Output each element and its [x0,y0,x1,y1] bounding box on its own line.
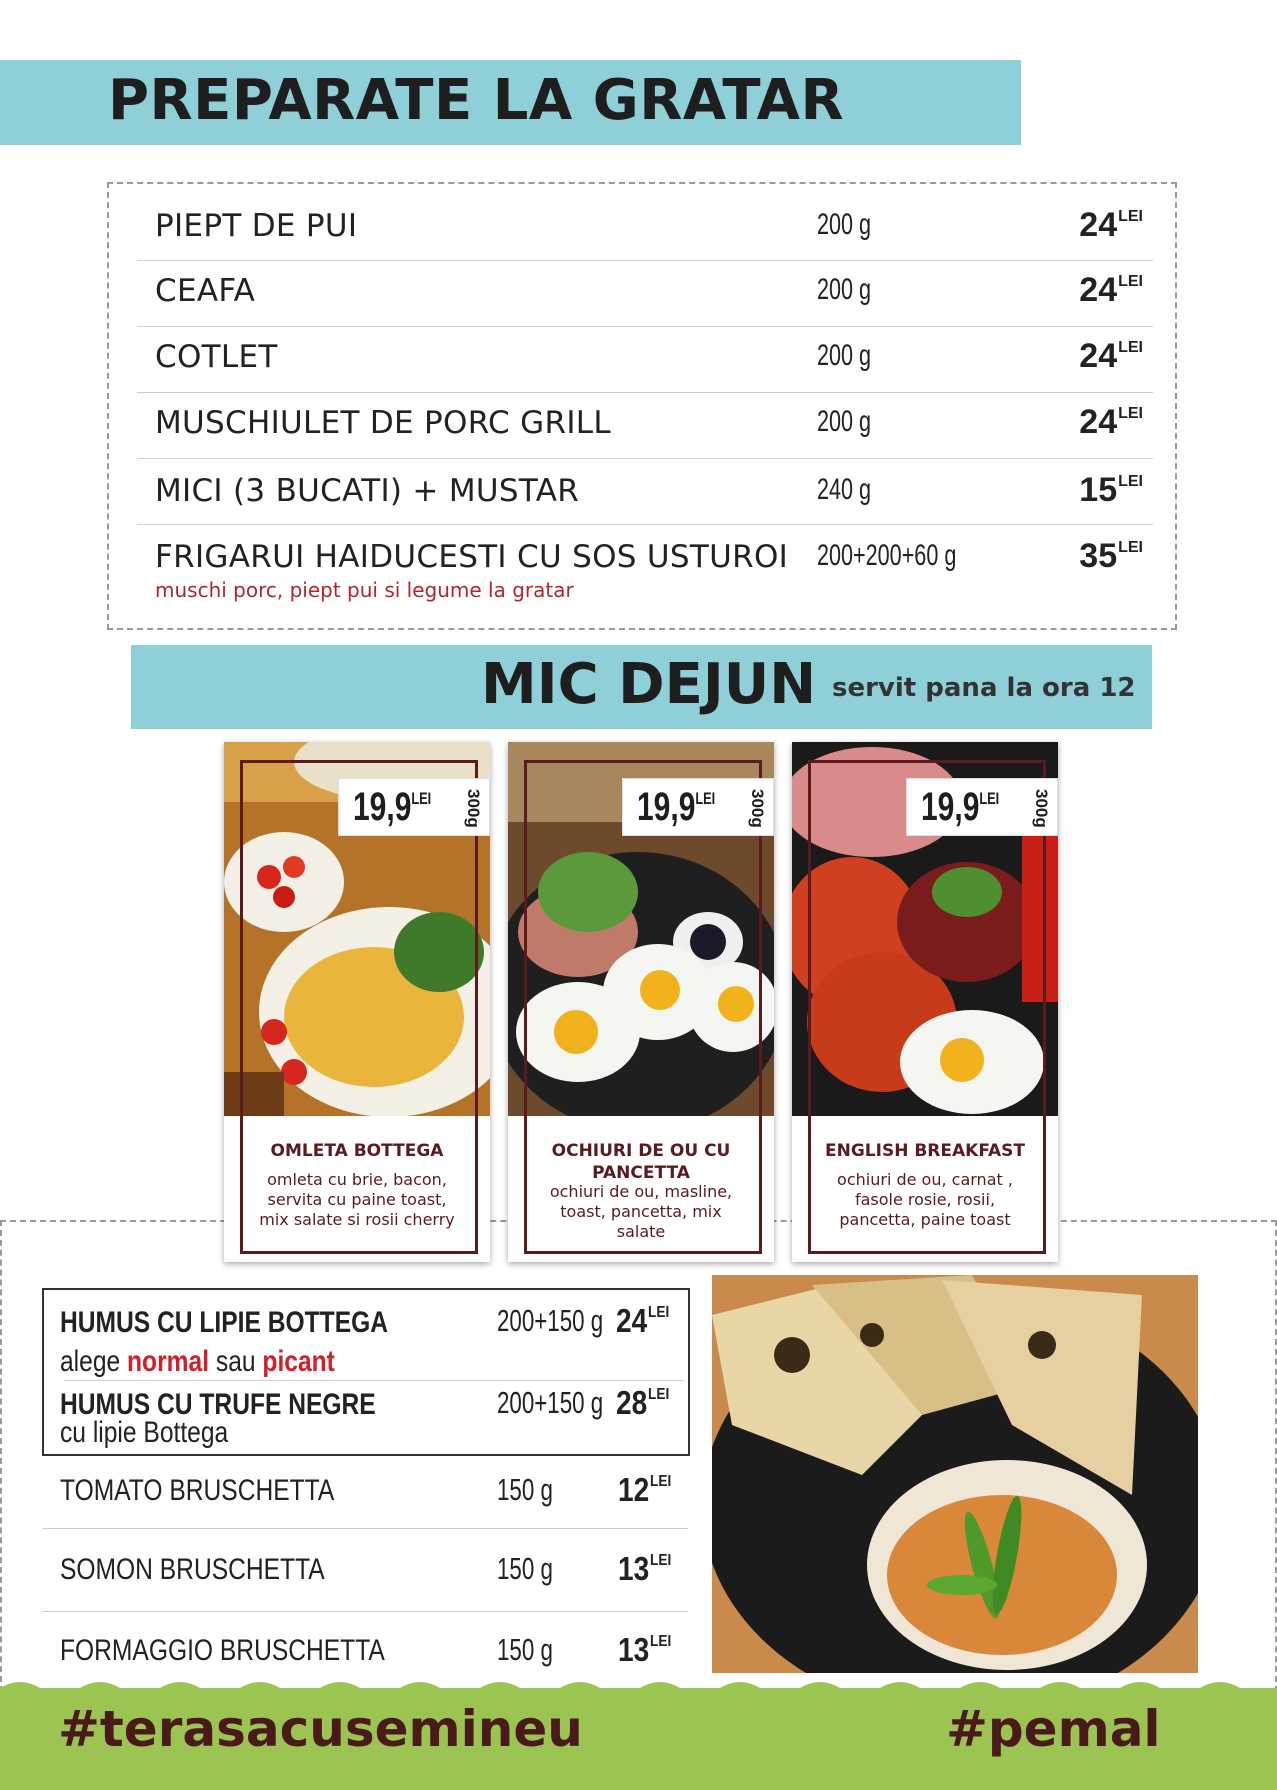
hashtag-left: #terasacusemineu [58,1700,583,1758]
card-title: ENGLISH BREAKFAST [825,1141,1025,1161]
price-tag [622,778,774,836]
item-name: COTLET [155,339,278,375]
card-desc-line: omleta cu brie, bacon, [267,1170,447,1189]
item-weight: 200 g [817,273,872,306]
item-weight: 200 g [817,208,872,241]
menu-item [137,459,1153,525]
item-weight: 150 g [497,1472,553,1507]
item-price: $24^{LEI}$ [1079,271,1143,309]
item-weight: 240 g [817,473,872,506]
item-weight: 150 g [497,1632,553,1667]
item-price: $12^{LEI}$ [618,1471,672,1508]
humus-photo [712,1275,1198,1673]
item-name: MUSCHIULET DE PORC GRILL [155,405,611,441]
card-price: $19,9^{LEI}$ [921,785,1000,829]
item-name: TOMATO BRUSCHETTA [60,1474,335,1507]
item-price: $35^{LEI}$ [1079,537,1143,575]
card-weight: 300g [748,789,767,828]
item-weight: 200 g [817,405,872,438]
item-price: $13^{LEI}$ [618,1550,672,1587]
humus-name: HUMUS CU LIPIE BOTTEGA [60,1306,389,1339]
humus-price: $24^{LEI}$ [616,1302,670,1339]
item-name: FRIGARUI HAIDUCESTI CU SOS USTUROI [155,539,789,575]
price-tag [906,778,1058,836]
menu-item [42,1529,688,1612]
item-weight: 150 g [497,1551,553,1586]
item-note: muschi porc, piept pui si legume la gratar [155,578,574,602]
card-weight: 300g [464,789,483,828]
card-desc-line: ochiuri de ou, masline, [549,1182,733,1201]
card-weight: 300g [1032,789,1051,828]
breakfast-card-ochiuri [508,742,774,1262]
item-price: $24^{LEI}$ [1079,337,1143,375]
card-desc-line: mix salate si rosii cherry [259,1210,455,1229]
item-name: CEAFA [155,273,256,309]
card-price: $19,9^{LEI}$ [637,785,716,829]
item-price: $13^{LEI}$ [618,1631,672,1668]
item-name: FORMAGGIO BRUSCHETTA [60,1634,385,1667]
humus-sub: cu lipie Bottega [60,1416,229,1449]
menu-item [137,327,1153,393]
card-title: OCHIURI DE OU CU PANCETTA [551,1141,731,1183]
item-price: $24^{LEI}$ [1079,206,1143,244]
item-price: $24^{LEI}$ [1079,403,1143,441]
item-weight: 200 g [817,339,872,372]
menu-item [137,261,1153,327]
humus-weight: 200+150 g [497,1385,604,1420]
humus-weight: 200+150 g [497,1303,604,1338]
breakfast-title: MIC DEJUN [481,652,817,717]
menu-item [42,1456,688,1529]
card-title: OMLETA BOTTEGA [270,1141,444,1161]
humus-sub: alege normal sau picant [60,1345,335,1378]
card-desc-line: salate [616,1222,666,1241]
card-desc-line: pancetta, paine toast [839,1210,1011,1229]
card-desc-line: fasole rosie, rosii, [854,1190,996,1209]
breakfast-card-english [792,742,1058,1262]
item-name: MICI (3 BUCATI) + MUSTAR [155,473,580,509]
card-desc-line: servita cu paine toast, [267,1190,447,1209]
hashtag-right: #pemal [946,1700,1161,1758]
item-name: SOMON BRUSCHETTA [60,1553,325,1586]
item-price: $15^{LEI}$ [1079,471,1143,509]
price-tag [338,778,490,836]
humus-name: HUMUS CU TRUFE NEGRE [60,1388,376,1421]
humus-divider [64,1380,684,1381]
card-desc-line: ochiuri de ou, carnat , [837,1170,1013,1189]
menu-item [42,1612,688,1676]
breakfast-subtitle: servit pana la ora 12 [832,673,1136,703]
menu-item [137,525,1153,615]
item-name: PIEPT DE PUI [155,208,358,244]
item-weight: 200+200+60 g [817,539,957,572]
humus-price: $28^{LEI}$ [616,1384,670,1421]
card-price: $19,9^{LEI}$ [353,785,432,829]
menu-item [137,196,1153,261]
grill-title: PREPARATE LA GRATAR [108,68,845,133]
menu-item [137,393,1153,459]
breakfast-card-omleta [224,742,490,1262]
card-desc-line: toast, pancetta, mix [560,1202,722,1221]
